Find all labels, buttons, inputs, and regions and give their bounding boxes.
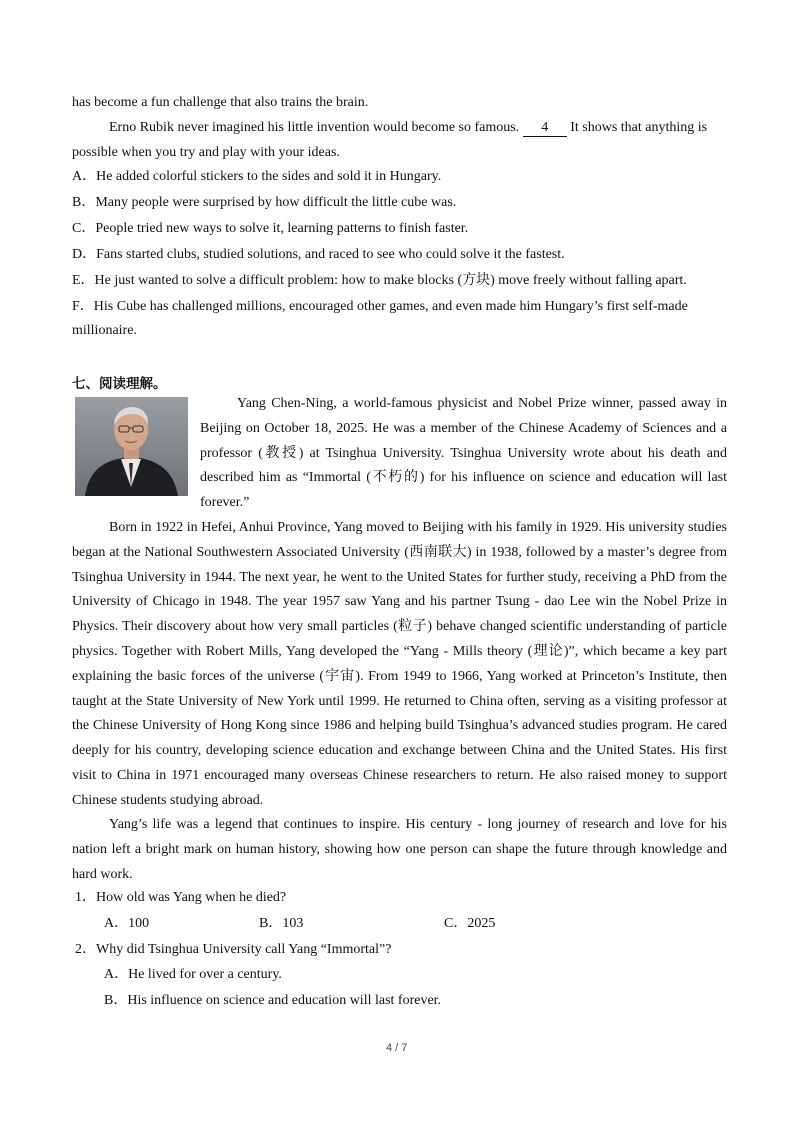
question-1: 1．How old was Yang when he died?: [75, 890, 287, 905]
portrait-icon: [75, 397, 188, 496]
option-d: D．Fans started clubs, studied solutions, and raced to see who could solve it the fastest.: [72, 247, 565, 262]
option-f: F．His Cube has challenged millions, encouraged other games, and even made him Hungary’s first self-made: [72, 299, 688, 314]
erno-paragraph-line1: [109, 118, 707, 138]
section-heading: 七、阅读理解。: [72, 376, 167, 392]
option-e: E．He just wanted to solve a difficult problem: how to make blocks (方块) move freely without falling apart.: [72, 273, 687, 288]
question-2-option-b: B．His influence on science and education will last forever.: [104, 993, 442, 1008]
question-1-option-b: B．103: [259, 916, 304, 931]
erno-text-after: It shows that anything is: [570, 120, 708, 135]
question-1-option-c: C．2025: [444, 916, 496, 931]
question-2: 2．Why did Tsinghua University call Yang “Immortal”?: [75, 942, 392, 957]
option-c: C．People tried new ways to solve it, learning patterns to finish faster.: [72, 221, 469, 236]
question-1-option-a: A．100: [104, 916, 150, 931]
passage-paragraph-1-text: Yang Chen-Ning, a world-famous physicist and Nobel Prize winner, passed away in Beijing on October 18, 2025. He was a member of the Chinese Academy of Sciences and a professor (教授) at Tsinghua University. Tsinghua University wrote about his death and described him as “Immortal (不朽的) for his influence on science and education will last forever.”: [200, 396, 727, 511]
erno-paragraph-line2: possible when you try and play with your ideas.: [72, 145, 340, 160]
option-a: A．He added colorful stickers to the sides and sold it in Hungary.: [72, 169, 442, 184]
option-f-continuation: millionaire.: [72, 323, 137, 338]
answer-blank: 4: [523, 120, 567, 137]
erno-text-before: Erno Rubik never imagined his little invention would become so famous.: [109, 120, 520, 135]
passage-paragraph-3: Yang’s life was a legend that continues to inspire. His century - long journey of research and love for his nation left a bright mark on human history, showing how one person can shape the future through knowledge and hard work.: [72, 817, 727, 882]
top-continuation-line: has become a fun challenge that also trains the brain.: [72, 95, 369, 110]
passage-paragraph-1: [200, 392, 727, 516]
option-b: B．Many people were surprised by how difficult the little cube was.: [72, 195, 457, 210]
portrait-photo: [75, 397, 188, 496]
passage-paragraph-2: Born in 1922 in Hefei, Anhui Province, Yang moved to Beijing with his family in 1929. His university studies began at the National Southwestern Associated University (西南联大) in 1938, followed by a master’s degree from Tsinghua University in 1944. The next year, he went to the United States for further study, receiving a PhD from the University of Chicago in 1948. The year 1957 saw Yang and his partner Tsung - dao Lee win the Nobel Prize in Physics. Their discovery about how very small particles (粒子) behave changed scientific understanding of particle physics. Together with Robert Mills, Yang developed the “Yang - Mills theory (理论)”, which became a key part explaining the basic forces of the universe (宇宙). From 1949 to 1966, Yang worked at Princeton’s Institute, then taught at the State University of New York until 1999. He returned to China often, serving as a visiting professor at the Chinese University of Hong Kong since 1986 and helping build Tsinghua’s advanced studies program. He cared deeply for his country, developing science education and exchange between China and the United States. His first visit to China in 1971 encouraged many overseas Chinese researchers to return. He also raised money to support Chinese students studying abroad.: [72, 520, 727, 808]
page-number: 4 / 7: [386, 1042, 408, 1054]
question-2-option-a: A．He lived for over a century.: [104, 967, 282, 982]
